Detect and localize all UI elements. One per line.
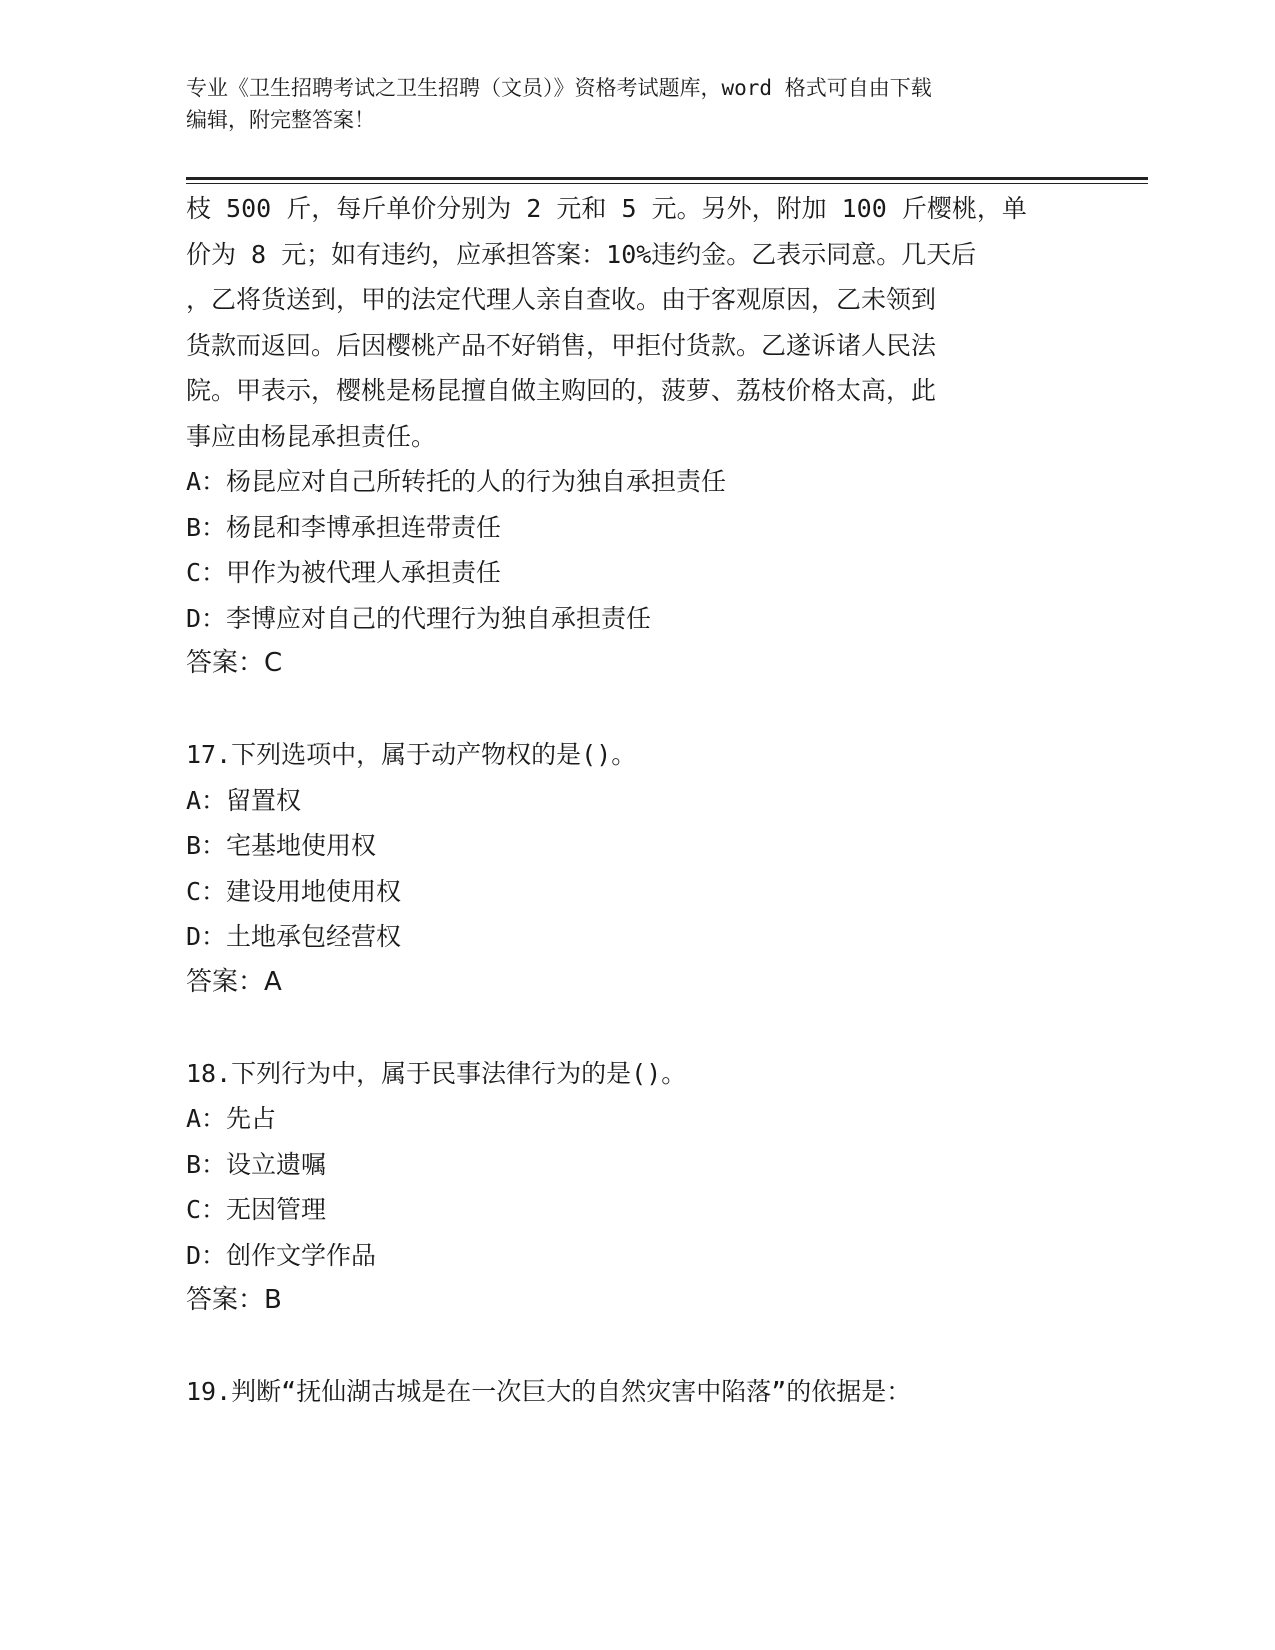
answer-line: 答案：B bbox=[186, 1285, 282, 1315]
option-d: D：李博应对自己的代理行为独自承担责任 bbox=[186, 603, 652, 633]
question-19 bbox=[186, 1369, 1086, 1415]
option-a: A：先占 bbox=[186, 1104, 277, 1133]
question-text-line: 货款而返回。后因樱桃产品不好销售，甲拒付货款。乙遂诉诸人民法 bbox=[186, 330, 937, 360]
option-c: C：无因管理 bbox=[186, 1195, 327, 1224]
answer-line: 答案：C bbox=[186, 648, 283, 678]
page-header bbox=[186, 72, 1066, 136]
question-text-line: 院。甲表示，樱桃是杨昆擅自做主购回的，菠萝、荔枝价格太高，此 bbox=[186, 376, 937, 405]
question-18 bbox=[186, 1051, 1086, 1324]
question-content bbox=[186, 186, 1086, 1415]
header-title-line-2: 编辑，附完整答案！ bbox=[186, 108, 375, 132]
question-16 bbox=[186, 186, 1086, 687]
option-c: C：建设用地使用权 bbox=[186, 876, 402, 906]
question-text-line: 事应由杨昆承担责任。 bbox=[186, 421, 437, 451]
option-b: B：设立遗嘱 bbox=[186, 1149, 327, 1179]
answer-line: 答案：A bbox=[186, 966, 282, 997]
header-divider-thin bbox=[186, 183, 1148, 184]
header-title-line-1: 专业《卫生招聘考试之卫生招聘（文员）》资格考试题库，word 格式可自由下载 bbox=[186, 76, 932, 100]
question-text-line: ，乙将货送到，甲的法定代理人亲自查收。由于客观原因，乙未领到 bbox=[186, 285, 937, 314]
question-text-line: 枝 500 斤，每斤单价分别为 2 元和 5 元。另外，附加 100 斤樱桃，单 bbox=[186, 194, 1027, 223]
header-divider-thick bbox=[186, 177, 1148, 180]
spacer bbox=[186, 1324, 1086, 1370]
question-title: 17.下列选项中，属于动产物权的是()。 bbox=[186, 740, 637, 769]
question-title: 18.下列行为中，属于民事法律行为的是()。 bbox=[186, 1058, 687, 1088]
option-b: B：宅基地使用权 bbox=[186, 831, 377, 860]
option-b: B：杨昆和李博承担连带责任 bbox=[186, 512, 502, 542]
option-a: A：杨昆应对自己所转托的人的行为独自承担责任 bbox=[186, 467, 727, 496]
spacer bbox=[186, 1005, 1086, 1051]
option-d: D：土地承包经营权 bbox=[186, 922, 402, 951]
spacer bbox=[186, 687, 1086, 733]
question-title: 19.判断“抚仙湖古城是在一次巨大的自然灾害中陷落”的依据是： bbox=[186, 1377, 912, 1406]
question-text-line: 价为 8 元；如有违约，应承担答案：10%违约金。乙表示同意。几天后 bbox=[186, 239, 977, 269]
option-d: D：创作文学作品 bbox=[186, 1240, 377, 1270]
question-17 bbox=[186, 732, 1086, 1005]
option-c: C：甲作为被代理人承担责任 bbox=[186, 558, 502, 587]
option-a: A：留置权 bbox=[186, 785, 302, 815]
